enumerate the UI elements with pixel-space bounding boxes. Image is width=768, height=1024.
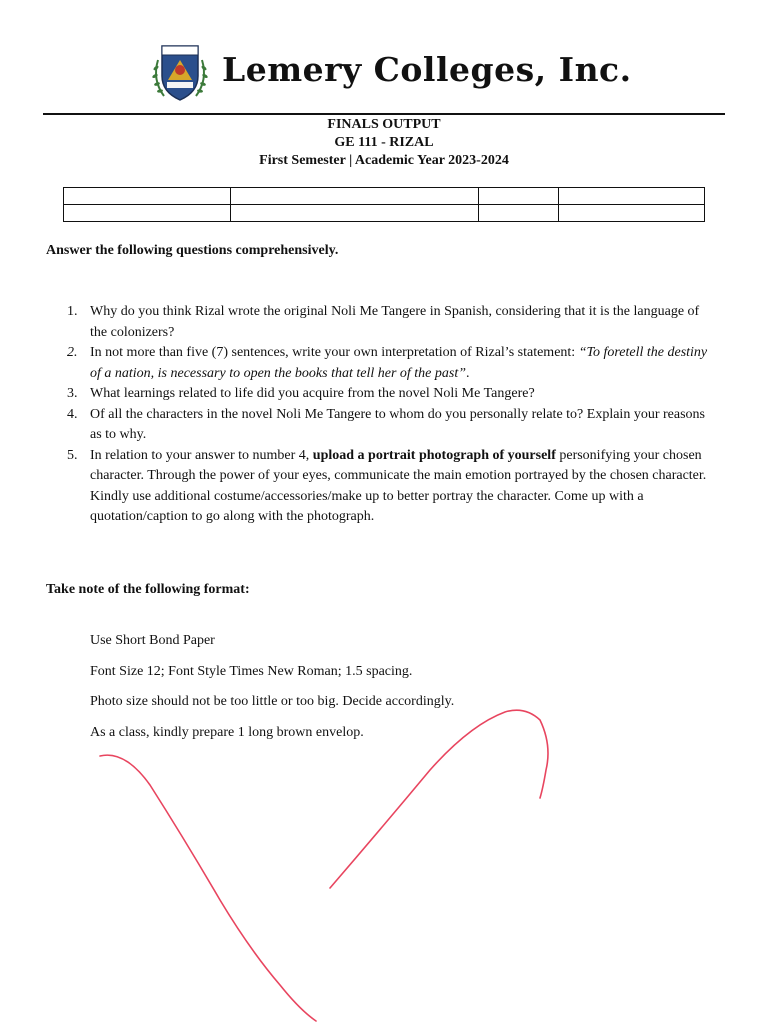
heading-title: FINALS OUTPUT bbox=[327, 117, 441, 132]
table-cell[interactable] bbox=[559, 205, 705, 222]
question-item bbox=[60, 302, 710, 343]
question-text-tail: . bbox=[466, 365, 470, 381]
heading-course: GE 111 - RIZAL bbox=[334, 135, 434, 150]
table-cell[interactable] bbox=[64, 188, 231, 205]
document-heading bbox=[0, 116, 768, 170]
question-text: Of all the characters in the novel Noli Me Tangere to whom do you personally relate to? Explain your reasons as to why. bbox=[90, 406, 705, 442]
question-number: 5. bbox=[67, 447, 78, 463]
question-text: What learnings related to life did you acquire from the novel Noli Me Tangere? bbox=[90, 386, 535, 401]
heading-semester: First Semester | Academic Year 2023-2024 bbox=[259, 153, 509, 168]
header-divider bbox=[43, 113, 725, 115]
question-item bbox=[60, 405, 710, 446]
question-item bbox=[60, 343, 710, 384]
question-number: 1. bbox=[67, 304, 78, 319]
question-text: In relation to your answer to number 4, bbox=[90, 447, 313, 463]
format-item: As a class, kindly prepare 1 long brown envelop. bbox=[90, 725, 364, 740]
table-cell[interactable] bbox=[559, 188, 705, 205]
question-list bbox=[60, 302, 710, 528]
format-title: Take note of the following format: bbox=[46, 582, 250, 597]
table-cell[interactable] bbox=[479, 205, 559, 222]
question-number: 3. bbox=[67, 386, 78, 401]
document-header bbox=[0, 0, 768, 116]
question-text: In not more than five (7) sentences, write your own interpretation of Rizal’s statement: bbox=[90, 345, 579, 360]
question-text-after: personifying your chosen character. Through the power of your eyes, communicate the main emotion portrayed by the chosen character. Kindly use additional costume/accessories/make up to better portray the character. Come up with a quotation/caption to go along with the photograph. bbox=[90, 447, 707, 524]
table-cell[interactable] bbox=[479, 188, 559, 205]
college-name: Lemery Colleges, Inc. bbox=[222, 50, 632, 89]
question-text: Why do you think Rizal wrote the original Noli Me Tangere in Spanish, considering that it is the language of the colonizers? bbox=[90, 304, 700, 340]
instructions: Answer the following questions comprehensively. bbox=[46, 243, 339, 258]
question-number: 4. bbox=[67, 406, 78, 422]
table-cell[interactable] bbox=[64, 205, 231, 222]
rizal-quote: “To foretell the destiny of a nation, is necessary to open the books that tell her of the past” bbox=[90, 345, 708, 381]
format-item: Photo size should not be too little or too big. Decide accordingly. bbox=[90, 694, 455, 709]
question-item bbox=[60, 446, 710, 528]
table-row bbox=[64, 188, 705, 205]
format-item: Use Short Bond Paper bbox=[90, 633, 215, 648]
format-item: Font Size 12; Font Style Times New Roman; 1.5 spacing. bbox=[90, 664, 413, 679]
question-number: 2. bbox=[67, 345, 78, 360]
student-info-table bbox=[63, 187, 705, 222]
question-emphasis: upload a portrait photograph of yourself bbox=[312, 447, 556, 463]
college-logo-icon bbox=[150, 30, 210, 102]
question-item bbox=[60, 384, 710, 405]
table-row bbox=[64, 205, 705, 222]
table-cell[interactable] bbox=[230, 188, 479, 205]
table-cell[interactable] bbox=[230, 205, 479, 222]
